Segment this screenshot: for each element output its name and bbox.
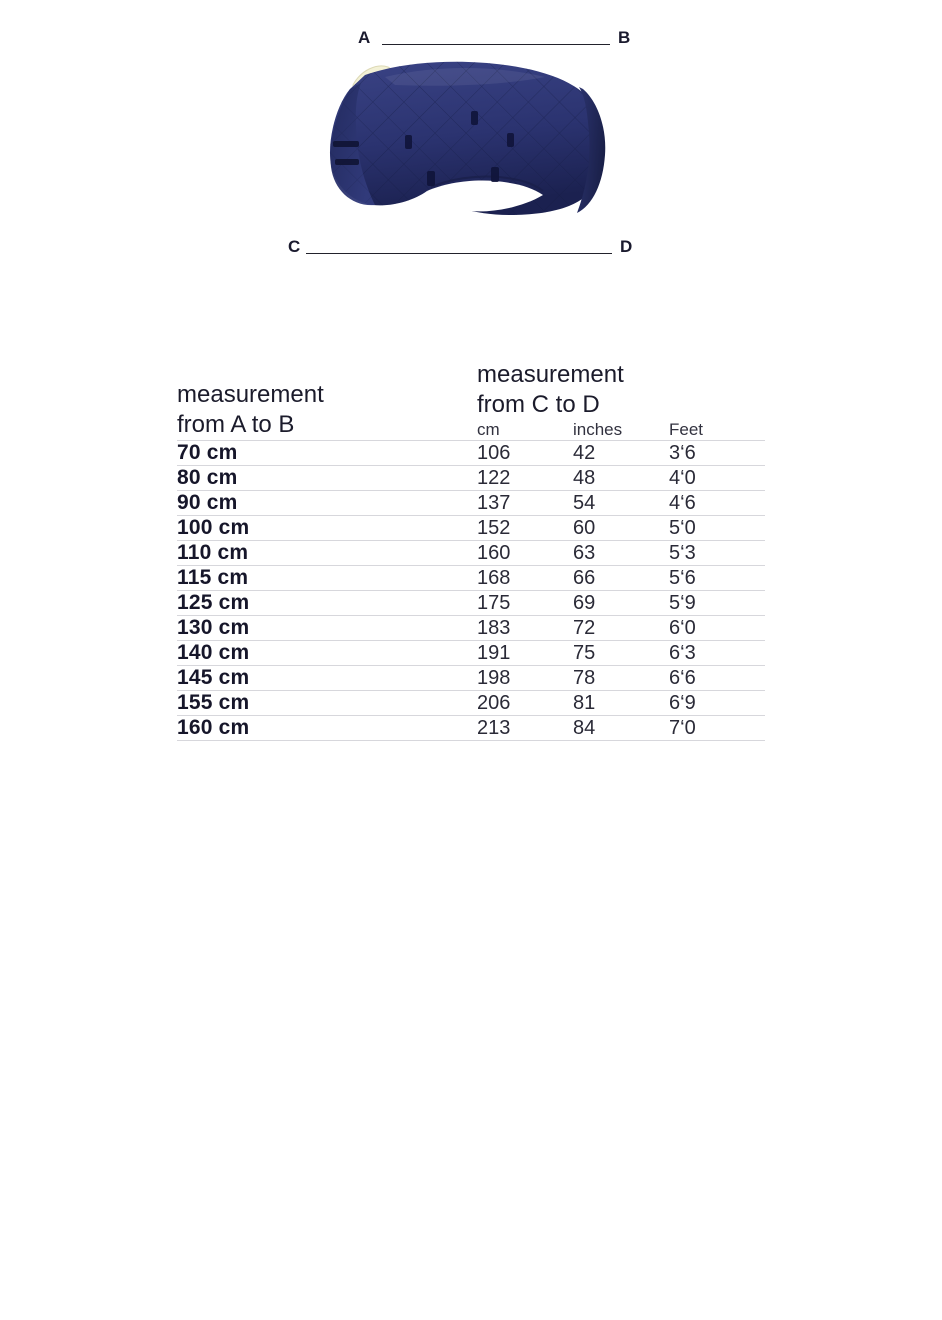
cell-value-feet: 5‘6 xyxy=(669,566,765,591)
table-row xyxy=(177,491,765,516)
header-ab-line2: from A to B xyxy=(177,411,295,439)
cell-value-feet: 7‘0 xyxy=(669,716,765,741)
cell-value-inches: 48 xyxy=(573,466,669,491)
cell-value-feet: 6‘3 xyxy=(669,641,765,666)
cell-value-inches: 84 xyxy=(573,716,669,741)
table-row xyxy=(177,516,765,541)
table-body xyxy=(177,441,765,741)
cell-value-cm: 206 xyxy=(477,691,573,716)
header-unit-inches: inches xyxy=(573,420,623,440)
cell-measurement-a-to-b: 140 cm xyxy=(177,641,477,666)
table-header-row-main xyxy=(177,360,765,420)
horse-rug-illustration xyxy=(295,55,635,230)
cell-value-inches: 54 xyxy=(573,491,669,516)
table-row xyxy=(177,641,765,666)
measure-line-a-to-b xyxy=(382,44,610,45)
cell-value-feet: 5‘9 xyxy=(669,591,765,616)
cell-value-inches: 75 xyxy=(573,641,669,666)
cell-value-cm: 122 xyxy=(477,466,573,491)
cell-value-inches: 60 xyxy=(573,516,669,541)
cell-measurement-a-to-b: 115 cm xyxy=(177,566,477,591)
cell-value-feet: 4‘0 xyxy=(669,466,765,491)
size-table xyxy=(177,360,765,741)
cell-measurement-a-to-b: 125 cm xyxy=(177,591,477,616)
table-row xyxy=(177,666,765,691)
cell-value-cm: 137 xyxy=(477,491,573,516)
table-row xyxy=(177,691,765,716)
table-row xyxy=(177,616,765,641)
cell-value-cm: 213 xyxy=(477,716,573,741)
table-row xyxy=(177,566,765,591)
cell-value-cm: 160 xyxy=(477,541,573,566)
cell-value-inches: 42 xyxy=(573,441,669,466)
cell-value-feet: 6‘9 xyxy=(669,691,765,716)
cell-value-inches: 69 xyxy=(573,591,669,616)
table-row xyxy=(177,716,765,741)
cell-value-inches: 78 xyxy=(573,666,669,691)
point-label-a: A xyxy=(358,28,371,47)
cell-value-feet: 3‘6 xyxy=(669,441,765,466)
header-measurement-a-to-b xyxy=(177,360,477,441)
point-label-d: D xyxy=(620,237,633,256)
header-unit-feet: Feet xyxy=(669,420,704,440)
cell-value-cm: 152 xyxy=(477,516,573,541)
cell-measurement-a-to-b: 130 cm xyxy=(177,616,477,641)
cell-value-feet: 4‘6 xyxy=(669,491,765,516)
table-head xyxy=(177,360,765,441)
cell-measurement-a-to-b: 90 cm xyxy=(177,491,477,516)
cell-measurement-a-to-b: 145 cm xyxy=(177,666,477,691)
header-ab-line1: measurement xyxy=(177,381,324,408)
header-unit-cm: cm xyxy=(477,420,500,440)
cell-measurement-a-to-b: 80 cm xyxy=(177,466,477,491)
point-label-b: B xyxy=(618,28,631,47)
cell-measurement-a-to-b: 100 cm xyxy=(177,516,477,541)
measurement-diagram xyxy=(0,0,942,300)
cell-value-feet: 5‘3 xyxy=(669,541,765,566)
cell-measurement-a-to-b: 155 cm xyxy=(177,691,477,716)
cell-value-cm: 106 xyxy=(477,441,573,466)
cell-measurement-a-to-b: 110 cm xyxy=(177,541,477,566)
table-row xyxy=(177,466,765,491)
cell-value-inches: 72 xyxy=(573,616,669,641)
cell-value-cm: 191 xyxy=(477,641,573,666)
header-measurement-c-to-d xyxy=(477,360,765,420)
table-row xyxy=(177,541,765,566)
cell-measurement-a-to-b: 70 cm xyxy=(177,441,477,466)
cell-value-inches: 63 xyxy=(573,541,669,566)
cell-value-cm: 175 xyxy=(477,591,573,616)
table-row xyxy=(177,591,765,616)
cell-value-feet: 6‘6 xyxy=(669,666,765,691)
cell-measurement-a-to-b: 160 cm xyxy=(177,716,477,741)
cell-value-cm: 198 xyxy=(477,666,573,691)
cell-value-cm: 183 xyxy=(477,616,573,641)
cell-value-inches: 81 xyxy=(573,691,669,716)
size-chart xyxy=(0,360,942,741)
header-cd-line1: measurement xyxy=(477,361,624,388)
cell-value-cm: 168 xyxy=(477,566,573,591)
cell-value-feet: 5‘0 xyxy=(669,516,765,541)
cell-value-feet: 6‘0 xyxy=(669,616,765,641)
cell-value-inches: 66 xyxy=(573,566,669,591)
header-cd-line2: from C to D xyxy=(477,391,600,419)
table-row xyxy=(177,441,765,466)
measure-line-c-to-d xyxy=(306,253,612,254)
point-label-c: C xyxy=(288,237,301,256)
